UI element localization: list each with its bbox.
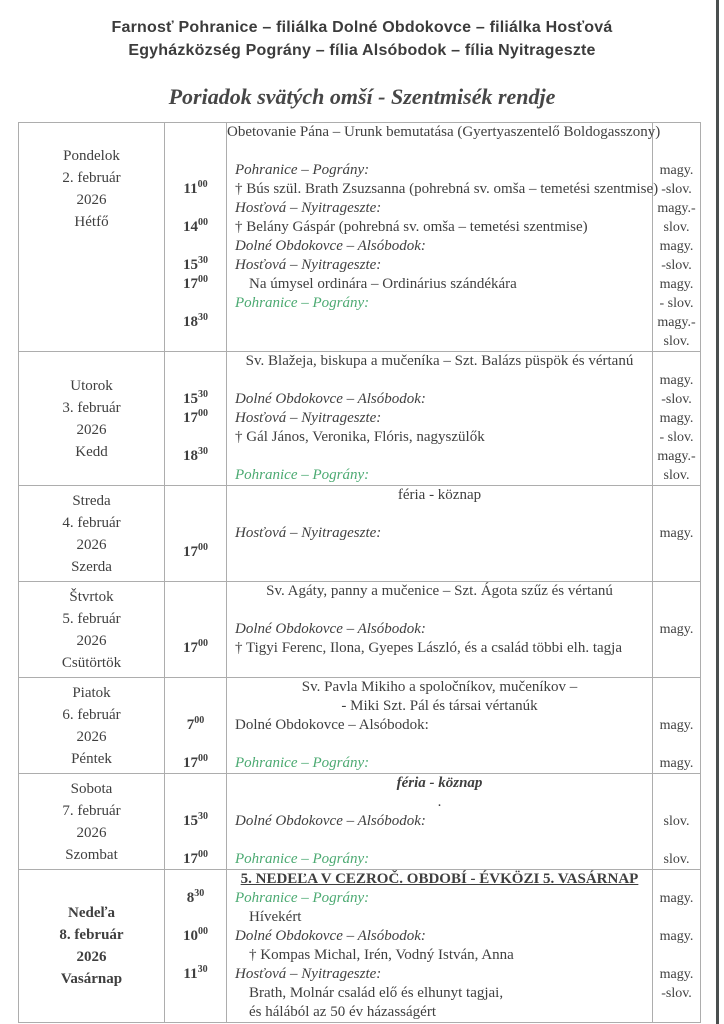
language-slot: magy. (659, 373, 694, 388)
time-slot: $14^{00}$ (183, 217, 208, 235)
time-slot: $17^{00}$ (183, 274, 208, 292)
day-cell (19, 678, 165, 773)
day-line: Nedeľa (67, 905, 116, 921)
content-column (227, 678, 653, 773)
language-slot: magy. (659, 277, 694, 292)
content-column (227, 486, 653, 581)
mass-line: † Belány Gáspár (pohrebná sv. omša – temetési szentmise) (235, 219, 588, 235)
day-line: Vasárnap (60, 971, 123, 987)
mass-line: Hosťová – Nyitrageszte: (235, 525, 382, 541)
day-line: 2026 (76, 824, 107, 841)
time-slot: $18^{30}$ (183, 312, 208, 330)
language-slot: magy.- (657, 315, 696, 330)
mass-line (227, 505, 652, 524)
day-line: Piatok (72, 684, 111, 701)
time-column (165, 678, 227, 773)
time-slot (165, 946, 226, 965)
language-slot (653, 123, 700, 142)
language-slot: -slov. (661, 392, 692, 407)
schedule-table (18, 122, 701, 1023)
parish-header (0, 0, 724, 62)
day-line: Szombat (65, 846, 118, 863)
time-slot: $18^{30}$ (183, 446, 208, 464)
time-slot (165, 332, 226, 351)
language-slot (653, 658, 700, 677)
time-slot (165, 697, 226, 716)
mass-line (227, 831, 652, 850)
language-slot (653, 793, 700, 812)
time-slot (165, 161, 226, 180)
table-row (19, 870, 700, 1022)
language-slot (653, 735, 700, 754)
time-slot (165, 620, 226, 639)
time-slot (165, 678, 226, 697)
mass-line: Sv. Pavla Mikiho a spoločníkov, mučeníkov – (301, 679, 578, 695)
mass-line (227, 735, 652, 754)
time-slot (165, 199, 226, 218)
language-slot (653, 601, 700, 620)
time-minutes: 00 (194, 715, 205, 726)
time-column (165, 123, 227, 351)
mass-line (227, 313, 652, 332)
mass-line: Hosťová – Nyitrageszte: (235, 200, 382, 216)
language-slot: slov. (663, 220, 690, 235)
time-slot (165, 984, 226, 1003)
table-row (19, 774, 700, 870)
time-slot (165, 870, 226, 889)
language-slot: magy. (659, 756, 694, 771)
time-slot (165, 562, 226, 581)
language-column (653, 774, 700, 869)
day-line: Péntek (71, 750, 112, 767)
time-slot (165, 793, 226, 812)
time-slot (165, 505, 226, 524)
time-column (165, 870, 227, 1022)
time-minutes: 00 (198, 849, 208, 860)
mass-line: Dolné Obdokovce – Alsóbodok: (235, 928, 426, 944)
time-slot: $17^{00}$ (183, 849, 208, 867)
language-slot: magy. (659, 967, 694, 982)
time-minutes: 00 (198, 408, 208, 419)
mass-line: Dolné Obdokovce – Alsóbodok: (235, 238, 426, 254)
language-slot (653, 831, 700, 850)
language-slot: magy.- (657, 201, 696, 216)
time-column (165, 774, 227, 869)
time-minutes: 00 (198, 926, 208, 937)
language-slot: - slov. (659, 430, 694, 445)
table-row (19, 678, 700, 774)
language-slot (653, 697, 700, 716)
parish-header-line1: Farnosť Pohranice – filiálka Dolné Obdokovce – filiálka Hosťová (111, 19, 613, 36)
time-minutes: 30 (197, 964, 208, 975)
language-slot: magy. (659, 239, 694, 254)
time-slot (165, 486, 226, 505)
time-minutes: 30 (198, 255, 208, 266)
language-slot (653, 352, 700, 371)
language-slot (653, 678, 700, 697)
mass-line: Pohranice – Pográny: (235, 467, 370, 483)
time-slot: $17^{00}$ (183, 542, 208, 560)
day-cell (19, 123, 165, 351)
day-line: Streda (72, 492, 111, 509)
time-slot (165, 524, 226, 543)
language-slot (653, 870, 700, 889)
day-line: 6. február (62, 706, 121, 723)
language-column (653, 352, 700, 485)
time-slot (165, 658, 226, 677)
time-minutes: 30 (198, 446, 208, 457)
language-slot: magy. (659, 929, 694, 944)
time-slot: $7^{00}$ (186, 715, 205, 733)
language-slot (653, 639, 700, 658)
mass-line (227, 601, 652, 620)
time-slot: $11^{30}$ (183, 964, 208, 982)
day-line: 2026 (76, 949, 107, 965)
language-column (653, 870, 700, 1022)
time-slot: $8^{30}$ (186, 888, 205, 906)
language-slot: magy.- (657, 449, 696, 464)
day-line: Pondelok (63, 148, 120, 164)
time-minutes: 00 (197, 179, 208, 190)
day-line: 8. február (59, 927, 124, 943)
time-column (165, 582, 227, 677)
mass-line: Dolné Obdokovce – Alsóbodok: (235, 813, 426, 829)
mass-line (227, 658, 652, 677)
mass-line: féria - köznap (396, 775, 483, 791)
time-slot: $15^{30}$ (183, 389, 208, 407)
mass-line: - Miki Szt. Pál és társai vértanúk (341, 698, 538, 714)
mass-line: Dolné Obdokovce – Alsóbodok: (235, 391, 426, 407)
language-slot: slov. (663, 334, 690, 349)
mass-line: . (437, 794, 442, 810)
mass-line (227, 447, 652, 466)
day-line: 2026 (76, 632, 107, 649)
mass-line: Hosťová – Nyitrageszte: (235, 410, 382, 426)
time-slot (165, 1003, 226, 1022)
mass-line: † Bús szül. Brath Zsuzsanna (pohrebná sv. omša – temetési szentmise) (235, 181, 659, 197)
parish-header-line2: Egyházközség Pográny – fília Alsóbodok – fília Nyitrageszte (128, 42, 596, 59)
language-column (653, 123, 700, 351)
mass-line: Na úmysel ordinára – Ordinárius szándékára (249, 276, 517, 292)
mass-line (227, 543, 652, 562)
language-slot (653, 946, 700, 965)
mass-line: Pohranice – Pográny: (235, 755, 370, 771)
time-slot (165, 371, 226, 390)
content-column (227, 352, 653, 485)
mass-line (227, 332, 652, 351)
time-slot (165, 466, 226, 485)
mass-line (227, 371, 652, 390)
day-line: 2026 (76, 536, 107, 553)
day-line: 2026 (76, 192, 107, 208)
mass-line: Dolné Obdokovce – Alsóbodok: (235, 717, 429, 733)
mass-line: Sv. Blažeja, biskupa a mučeníka – Szt. Balázs püspök és vértanú (245, 353, 634, 369)
mass-line: Pohranice – Pográny: (235, 890, 370, 906)
time-slot (165, 294, 226, 313)
mass-line: Brath, Molnár család elő és elhunyt tagjai, (249, 985, 504, 1001)
language-slot: magy. (659, 891, 694, 906)
time-column (165, 486, 227, 581)
mass-line: Hosťová – Nyitrageszte: (235, 966, 382, 982)
time-slot (165, 582, 226, 601)
language-slot: slov. (663, 852, 690, 867)
time-minutes: 00 (198, 753, 208, 764)
day-line: 3. február (62, 399, 121, 416)
time-slot (165, 908, 226, 927)
time-slot: $15^{30}$ (183, 255, 208, 273)
content-column (227, 774, 653, 869)
mass-line: Sv. Agáty, panny a mučenice – Szt. Ágota szűz és vértanú (266, 583, 613, 599)
time-column (165, 352, 227, 485)
table-row (19, 352, 700, 486)
mass-line: Hívekért (249, 909, 302, 925)
language-slot (653, 1003, 700, 1022)
language-slot (653, 562, 700, 581)
day-line: 2026 (76, 728, 107, 745)
mass-line (227, 142, 652, 161)
language-slot (653, 505, 700, 524)
mass-line: Pohranice – Pográny: (235, 295, 370, 311)
day-line: 7. február (62, 802, 121, 819)
language-column (653, 582, 700, 677)
day-cell (19, 870, 165, 1022)
language-slot (653, 582, 700, 601)
time-slot (165, 774, 226, 793)
mass-line: † Kompas Michal, Irén, Vodný István, Anna (249, 947, 514, 963)
content-column (227, 582, 653, 677)
language-slot (653, 543, 700, 562)
language-slot: magy. (659, 163, 694, 178)
mass-line (227, 562, 652, 581)
table-row (19, 582, 700, 678)
day-line: Štvrtok (69, 588, 114, 605)
day-line: Utorok (70, 377, 113, 394)
language-slot (653, 142, 700, 161)
language-slot (653, 774, 700, 793)
language-slot (653, 908, 700, 927)
mass-line: Obetovanie Pána – Urunk bemutatása (Gyertyaszentelő Boldogasszony) (227, 124, 661, 140)
time-slot (165, 123, 226, 142)
language-column (653, 486, 700, 581)
time-slot (165, 142, 226, 161)
document-title: Poriadok svätých omší - Szentmisék rendje (168, 84, 556, 109)
content-column (227, 870, 653, 1022)
time-slot: $17^{00}$ (183, 638, 208, 656)
content-column (227, 123, 661, 351)
mass-line: Pohranice – Pográny: (235, 851, 370, 867)
mass-line: † Gál János, Veronika, Flóris, nagyszülők (235, 429, 485, 445)
language-slot: magy. (659, 622, 694, 637)
day-cell (19, 486, 165, 581)
time-slot: $15^{30}$ (183, 811, 208, 829)
time-slot: $11^{00}$ (183, 179, 208, 197)
mass-line: Pohranice – Pográny: (235, 162, 370, 178)
mass-line: és hálából az 50 év házasságért (249, 1004, 436, 1020)
time-minutes: 00 (198, 274, 208, 285)
mass-line: Dolné Obdokovce – Alsóbodok: (235, 621, 426, 637)
language-slot: -slov. (661, 986, 692, 1001)
language-slot: magy. (659, 526, 694, 541)
day-line: 4. február (62, 514, 121, 531)
time-slot: $10^{00}$ (183, 926, 208, 944)
time-minutes: 30 (198, 389, 208, 400)
language-slot: magy. (659, 718, 694, 733)
day-line: Csütörtök (61, 654, 122, 671)
mass-line: 5. NEDEĽA V CEZROČ. OBDOBÍ - ÉVKÖZI 5. VASÁRNAP (240, 871, 639, 887)
time-minutes: 30 (198, 811, 208, 822)
day-line: 5. február (62, 610, 121, 627)
page-edge-shadow (716, 0, 719, 1024)
time-minutes: 30 (198, 312, 208, 323)
time-minutes: 00 (198, 638, 208, 649)
day-line: Kedd (75, 443, 108, 460)
time-slot (165, 352, 226, 371)
table-row (19, 123, 700, 352)
time-slot (165, 831, 226, 850)
time-slot (165, 237, 226, 256)
day-line: 2026 (76, 421, 107, 438)
language-slot: magy. (659, 411, 694, 426)
day-line: Hétfő (74, 214, 109, 230)
language-slot: slov. (663, 814, 690, 829)
language-slot: slov. (663, 468, 690, 483)
language-column (653, 678, 700, 773)
time-slot: $17^{00}$ (183, 753, 208, 771)
language-slot: -slov. (661, 182, 692, 197)
day-cell (19, 352, 165, 485)
time-minutes: 00 (198, 217, 208, 228)
day-line: Sobota (70, 780, 113, 797)
time-minutes: 30 (194, 888, 205, 899)
mass-line: Hosťová – Nyitrageszte: (235, 257, 382, 273)
language-slot: -slov. (661, 258, 692, 273)
time-slot (165, 428, 226, 447)
time-slot (165, 601, 226, 620)
language-slot (653, 486, 700, 505)
mass-line: féria - köznap (397, 487, 482, 503)
table-row (19, 486, 700, 582)
day-line: 2. február (62, 170, 121, 186)
day-line: Szerda (71, 558, 112, 575)
day-cell (19, 774, 165, 869)
time-minutes: 00 (198, 542, 208, 553)
time-slot (165, 735, 226, 754)
mass-line: † Tigyi Ferenc, Ilona, Gyepes László, és a család többi elh. tagja (235, 640, 622, 656)
language-slot: - slov. (659, 296, 694, 311)
time-slot: $17^{00}$ (183, 408, 208, 426)
day-cell (19, 582, 165, 677)
